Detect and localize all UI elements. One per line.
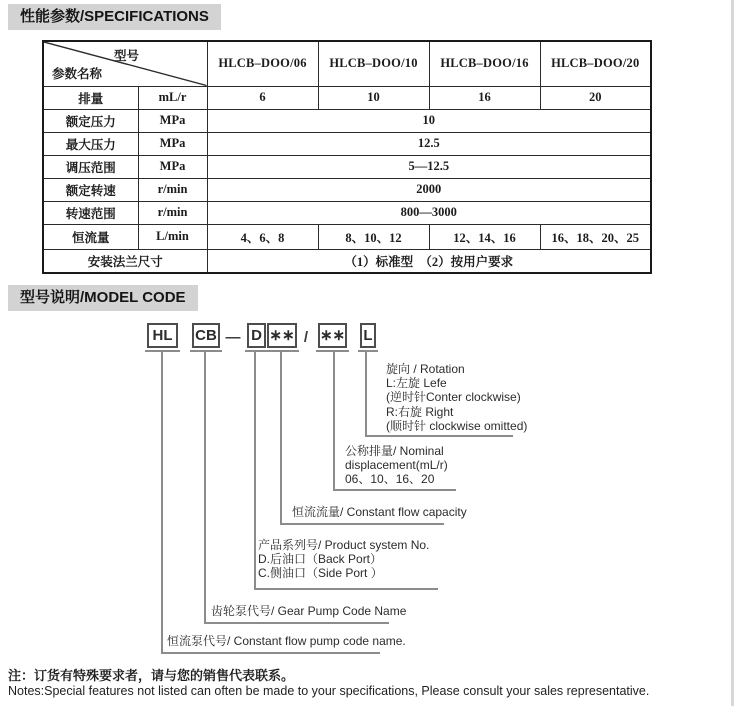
code-box-pump-prefix: HL bbox=[147, 323, 178, 348]
corner-label-model: 型号 bbox=[114, 49, 140, 63]
cell-value: 10 bbox=[318, 86, 429, 109]
row-unit: L/min bbox=[138, 224, 207, 249]
cell-value: 8、10、12 bbox=[318, 224, 429, 249]
cell-value: 12.5 bbox=[207, 132, 651, 155]
leader-line-rotation bbox=[365, 352, 367, 435]
cell-value: 10 bbox=[207, 109, 651, 132]
cell-value: 2000 bbox=[207, 178, 651, 201]
cell-value: 6 bbox=[207, 86, 318, 109]
row-label: 排量 bbox=[43, 86, 138, 109]
cell-value: 16、18、20、25 bbox=[540, 224, 651, 249]
annotation-line: 旋向 / Rotation bbox=[386, 362, 465, 376]
cell-value: 5—12.5 bbox=[207, 155, 651, 178]
cell-value: （1）标准型 （2）按用户要求 bbox=[207, 249, 651, 273]
annotation-gear-pump: 齿轮泵代号/ Gear Pump Code Name bbox=[211, 604, 407, 618]
row-label: 调压范围 bbox=[43, 155, 138, 178]
cell-value: 16 bbox=[429, 86, 540, 109]
annotation-line: (顺时针 clockwise omitted) bbox=[386, 418, 528, 433]
footnote-english: Notes:Special features not listed can often be made to your specifications, Please consult your sales representative. bbox=[8, 684, 650, 698]
code-box-displacement: ∗∗ bbox=[318, 323, 347, 348]
leader-line-series bbox=[254, 352, 256, 588]
leader-line-displacement bbox=[333, 352, 335, 489]
row-unit: MPa bbox=[138, 155, 207, 178]
annotation-underline-rotation bbox=[365, 435, 513, 437]
code-box-gear-pump: CB bbox=[192, 323, 220, 348]
row-unit: mL/r bbox=[138, 86, 207, 109]
footnote-chinese: 注：订货有特殊要求者，请与您的销售代表联系。 bbox=[8, 668, 295, 683]
cell-value: 20 bbox=[540, 86, 651, 109]
row-label: 恒流量 bbox=[43, 224, 138, 249]
row-label: 转速范围 bbox=[43, 201, 138, 224]
row-unit: r/min bbox=[138, 201, 207, 224]
box-tick bbox=[190, 350, 222, 352]
annotation-underline-gear-pump bbox=[204, 622, 389, 624]
box-tick bbox=[265, 350, 299, 352]
row-unit: MPa bbox=[138, 132, 207, 155]
annotation-pump-code: 恒流泵代号/ Constant flow pump code name. bbox=[167, 634, 406, 648]
row-label: 额定转速 bbox=[43, 178, 138, 201]
annotation-line: 产品系列号/ Product system No. bbox=[258, 538, 430, 552]
code-box-flow: ∗∗ bbox=[267, 323, 297, 348]
leader-line-flow bbox=[280, 352, 282, 523]
annotation-nominal-displacement bbox=[345, 444, 448, 487]
annotation-line: R:右旋 Right bbox=[386, 404, 454, 419]
annotation-line: D.后油口（Back Port） bbox=[258, 552, 383, 567]
model-column-header: HLCB–DOO/10 bbox=[318, 41, 429, 86]
box-tick bbox=[358, 350, 378, 352]
cell-value: 4、6、8 bbox=[207, 224, 318, 249]
row-label: 安装法兰尺寸 bbox=[43, 249, 207, 273]
annotation-line: 公称排量/ Nominal bbox=[345, 444, 444, 458]
section-title-specifications: 性能参数/SPECIFICATIONS bbox=[8, 4, 221, 30]
code-separator-dash: — bbox=[225, 328, 241, 346]
row-unit: r/min bbox=[138, 178, 207, 201]
model-column-header: HLCB–DOO/20 bbox=[540, 41, 651, 86]
annotation-line: 06、10、16、20 bbox=[345, 472, 435, 487]
annotation-underline-pump-code bbox=[161, 652, 380, 654]
footnotes bbox=[8, 668, 649, 699]
leader-line-pump-code bbox=[161, 352, 163, 652]
annotation-constant-flow: 恒流流量/ Constant flow capacity bbox=[292, 505, 467, 519]
row-label: 最大压力 bbox=[43, 132, 138, 155]
annotation-line: displacement(mL/r) bbox=[345, 458, 448, 473]
cell-value: 800—3000 bbox=[207, 201, 651, 224]
model-column-header: HLCB–DOO/06 bbox=[207, 41, 318, 86]
annotation-underline-series bbox=[254, 588, 438, 590]
annotation-underline-flow bbox=[280, 523, 444, 525]
annotation-product-system bbox=[258, 538, 429, 581]
annotation-line: L:左旋 Lefe bbox=[386, 376, 447, 391]
row-unit: MPa bbox=[138, 109, 207, 132]
corner-label-parameter: 参数名称 bbox=[52, 66, 103, 81]
section-title-model-code: 型号说明/MODEL CODE bbox=[8, 285, 198, 311]
cell-value: 12、14、16 bbox=[429, 224, 540, 249]
annotation-rotation bbox=[386, 362, 527, 433]
leader-line-gear-pump bbox=[204, 352, 206, 622]
row-label: 额定压力 bbox=[43, 109, 138, 132]
annotation-line: C.侧油口（Side Port ） bbox=[258, 566, 383, 581]
annotation-underline-displacement bbox=[333, 489, 456, 491]
code-box-series: D bbox=[247, 323, 266, 348]
annotation-line: (逆时针Conter clockwise) bbox=[386, 390, 521, 405]
model-column-header: HLCB–DOO/16 bbox=[429, 41, 540, 86]
code-separator-slash: / bbox=[303, 328, 309, 346]
code-box-rotation: L bbox=[360, 323, 376, 348]
